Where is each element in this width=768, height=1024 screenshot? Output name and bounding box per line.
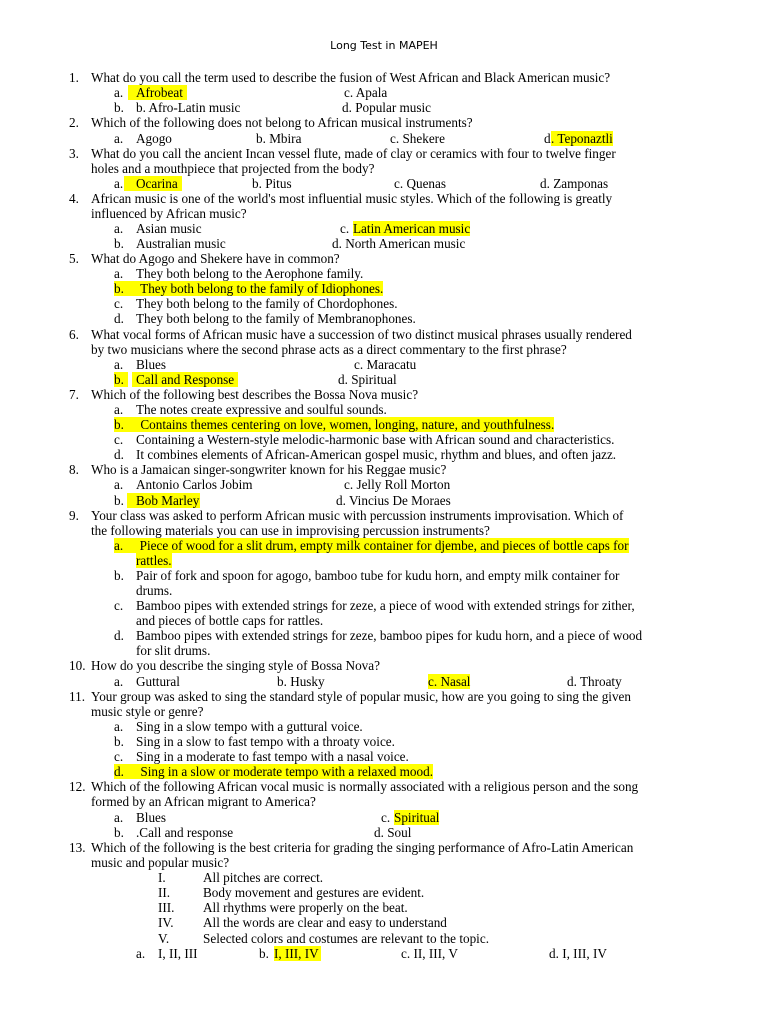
option: d. Zamponas	[540, 176, 609, 191]
option: Sing in a moderate to fast tempo with a nasal voice.	[136, 749, 409, 764]
option: Sing in a slow to fast tempo with a throaty voice.	[136, 734, 395, 749]
option-letter: b.	[114, 493, 124, 508]
option: d. North American music	[332, 236, 466, 251]
option: b. Husky	[277, 674, 325, 689]
option-answer-highlight: d. Sing in a slow or moderate tempo with a relaxed mood.	[114, 764, 433, 779]
option-answer-highlight: b. Contains themes centering on love, women, longing, nature, and youthfulness.	[114, 417, 555, 432]
option-letter: a.	[114, 719, 124, 734]
option-letter: a.	[114, 266, 124, 281]
question-text: What do Agogo and Shekere have in common?	[91, 251, 340, 266]
option: d. I, III, IV	[549, 946, 607, 961]
option-letter: b.	[114, 236, 124, 251]
option: I, II, III	[158, 946, 198, 961]
option: d. Popular music	[342, 100, 432, 115]
criteria-text: All pitches are correct.	[203, 870, 324, 885]
option-answer-highlight: . Teponaztli	[551, 131, 613, 146]
option-letter: a.	[114, 85, 124, 100]
question-number: 7.	[69, 387, 79, 402]
option-answer-highlight: Ocarina	[124, 176, 182, 191]
option-letter: a.	[114, 477, 124, 492]
criteria-numeral: V.	[158, 931, 170, 946]
option-letter: d	[544, 131, 551, 146]
option: d. Spiritual	[338, 372, 397, 387]
option: and pieces of bottle caps for rattles.	[136, 613, 324, 628]
option-letter: b.	[114, 825, 124, 840]
option-answer-highlight: Call and Response	[132, 372, 238, 387]
question-number: 6.	[69, 327, 79, 342]
option: It combines elements of African-American gospel music, rhythm and blues, and often jazz.	[136, 447, 617, 462]
question-text: Who is a Jamaican singer-songwriter known for his Reggae music?	[91, 462, 447, 477]
question-text: Which of the following is the best criteria for grading the singing performance of Afro-Latin American	[91, 840, 634, 855]
question-text: What do you call the term used to describe the fusion of West African and Black American music?	[91, 70, 611, 85]
question-number: 4.	[69, 191, 79, 206]
question-text: music style or genre?	[91, 704, 204, 719]
option-letter: b.	[114, 568, 124, 583]
option-letter: d.	[114, 628, 124, 643]
option-letter: c.	[114, 296, 124, 311]
criteria-text: Selected colors and costumes are relevant to the topic.	[203, 931, 489, 946]
question-number: 11.	[69, 689, 85, 704]
question-number: 1.	[69, 70, 79, 85]
option: They both belong to the family of Membranophones.	[136, 311, 416, 326]
criteria-numeral: IV.	[158, 915, 174, 930]
option-letter: d.	[114, 447, 124, 462]
option: d. Soul	[374, 825, 412, 840]
document-title: Long Test in MAPEH	[330, 39, 438, 52]
option-letter: a.	[114, 674, 124, 689]
question-number: 8.	[69, 462, 79, 477]
question-text: Which of the following best describes the Bossa Nova music?	[91, 387, 419, 402]
option: c. Maracatu	[354, 357, 417, 372]
question-number: 13.	[69, 840, 86, 855]
option-answer-highlight: b. They both belong to the family of Idiophones.	[114, 281, 384, 296]
option-letter: a.	[114, 357, 124, 372]
question-text: Your class was asked to perform African music with percussion instruments improvisation. Which of	[91, 508, 624, 523]
option: Blues	[136, 357, 167, 372]
option-answer-highlight: c. Nasal	[428, 674, 471, 689]
option-answer-highlight: I, III, IV	[274, 946, 319, 961]
option: b. Pitus	[252, 176, 292, 191]
option: b. Mbira	[256, 131, 302, 146]
question-text: holes and a mouthpiece that projected from the body?	[91, 161, 375, 176]
question-number: 10.	[69, 658, 86, 673]
option-letter: c.	[114, 598, 124, 613]
option-letter: a.	[114, 131, 124, 146]
option-letter: b.	[259, 946, 269, 961]
question-text: How do you describe the singing style of Bossa Nova?	[91, 658, 380, 673]
option: drums.	[136, 583, 173, 598]
option: Asian music	[136, 221, 202, 236]
question-text: What do you call the ancient Incan vessel flute, made of clay or ceramics with four to twelve finger	[91, 146, 616, 161]
option: Agogo	[136, 131, 172, 146]
question-text: Which of the following African vocal music is normally associated with a religious person and the song	[91, 779, 639, 794]
option: c. Shekere	[390, 131, 445, 146]
criteria-numeral: II.	[158, 885, 171, 900]
option-letter: c.	[340, 221, 350, 236]
option-answer-highlight: Spiritual	[394, 810, 440, 825]
question-text: influenced by African music?	[91, 206, 247, 221]
option-letter: c.	[114, 749, 124, 764]
question-number: 12.	[69, 779, 86, 794]
option: Bamboo pipes with extended strings for zeze, a piece of wood with extended strings for zither,	[136, 598, 635, 613]
criteria-numeral: III.	[158, 900, 175, 915]
question-text: by two musicians where the second phrase acts as a direct commentary to the first phrase?	[91, 342, 567, 357]
question-number: 9.	[69, 508, 79, 523]
option: Antonio Carlos Jobim	[136, 477, 253, 492]
option-answer-highlight: Bob Marley	[127, 493, 200, 508]
option: Australian music	[136, 236, 226, 251]
option: .Call and response	[136, 825, 234, 840]
question-number: 5.	[69, 251, 79, 266]
option-letter: b.	[114, 372, 128, 387]
criteria-text: All rhythms were properly on the beat.	[203, 900, 408, 915]
question-number: 2.	[69, 115, 79, 130]
option-letter: a.	[114, 221, 124, 236]
option: Containing a Western-style melodic-harmonic base with African sound and characteristics.	[136, 432, 615, 447]
option: Guttural	[136, 674, 180, 689]
question-text: What vocal forms of African music have a succession of two distinct musical phrases usually rendered	[91, 327, 632, 342]
option: c. II, III, V	[401, 946, 458, 961]
option-letter: a.	[136, 946, 146, 961]
option: for slit drums.	[136, 643, 211, 658]
option-letter: c.	[381, 810, 391, 825]
option: Blues	[136, 810, 167, 825]
option: d. Throaty	[567, 674, 622, 689]
criteria-text: Body movement and gestures are evident.	[203, 885, 425, 900]
question-text: the following materials you can use in improvising percussion instruments?	[91, 523, 490, 538]
option-letter: c.	[114, 432, 124, 447]
option-letter: a.	[114, 176, 124, 191]
option-answer-highlight: Afrobeat	[128, 85, 187, 100]
question-text: Which of the following does not belong to African musical instruments?	[91, 115, 473, 130]
option-answer-highlight: a. Piece of wood for a slit drum, empty milk container for djembe, and pieces of bottle caps for	[114, 538, 629, 553]
option: b. Afro-Latin music	[136, 100, 241, 115]
option: Pair of fork and spoon for agogo, bamboo tube for kudu horn, and empty milk container for	[136, 568, 620, 583]
option: c. Apala	[344, 85, 388, 100]
option: Bamboo pipes with extended strings for zeze, bamboo pipes for kudu horn, and a piece of wood	[136, 628, 643, 643]
option-letter: a.	[114, 810, 124, 825]
option-answer-highlight: rattles.	[136, 553, 172, 568]
option-answer-highlight: Latin American music	[353, 221, 471, 236]
option: They both belong to the family of Chordophones.	[136, 296, 398, 311]
option: The notes create expressive and soulful sounds.	[136, 402, 387, 417]
question-text: African music is one of the world's most influential music styles. Which of the following is greatly	[91, 191, 613, 206]
criteria-numeral: I.	[158, 870, 166, 885]
criteria-text: All the words are clear and easy to understand	[203, 915, 447, 930]
question-text: music and popular music?	[91, 855, 230, 870]
option-letter: b.	[114, 100, 124, 115]
option-letter: d.	[114, 311, 124, 326]
option: They both belong to the Aerophone family.	[136, 266, 364, 281]
option: Sing in a slow tempo with a guttural voice.	[136, 719, 363, 734]
question-text: Your group was asked to sing the standard style of popular music, how are you going to sing the given	[91, 689, 632, 704]
option: c. Quenas	[394, 176, 446, 191]
option: d. Vincius De Moraes	[336, 493, 451, 508]
question-number: 3.	[69, 146, 79, 161]
option: c. Jelly Roll Morton	[344, 477, 451, 492]
question-text: formed by an African migrant to America?	[91, 794, 316, 809]
option-letter: b.	[114, 734, 124, 749]
option-letter: a.	[114, 402, 124, 417]
